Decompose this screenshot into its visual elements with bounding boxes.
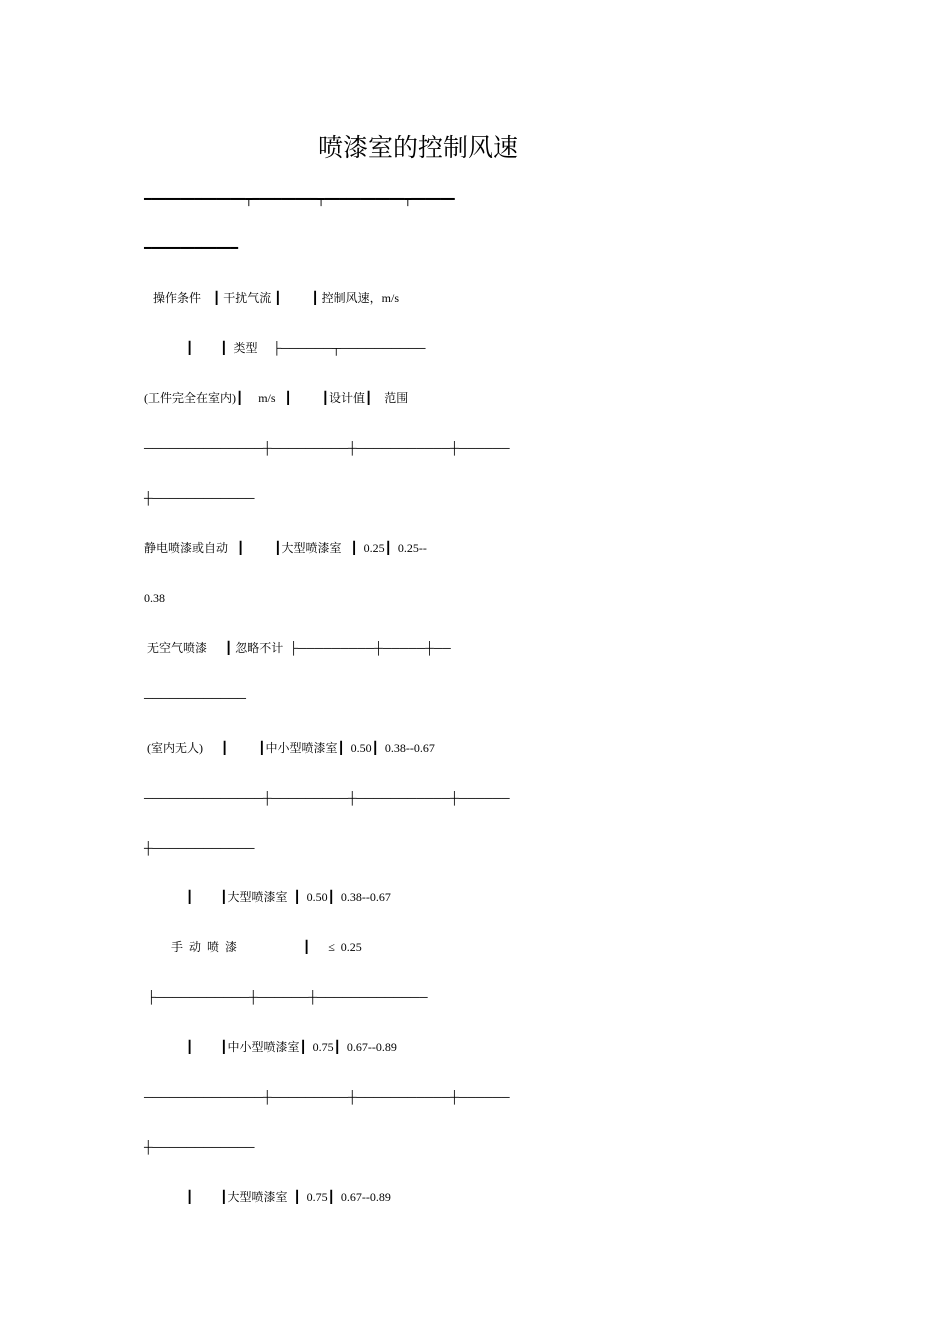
text-line: ━━━━━━━━━━━━━ — [144, 241, 238, 255]
table-divider: ──────────── — [144, 691, 247, 705]
table-divider: ──────────────┼─────────┼───────────┼────── — [144, 441, 510, 455]
table-divider: ┼──────────── — [144, 841, 255, 855]
table-divider: ┼──────────── — [144, 1140, 255, 1154]
table-row: ┃ ┃大型喷漆室 ┃ 0.50┃ 0.38--0.67 — [144, 890, 391, 904]
table-row: (室内无人) ┃ ┃中小型喷漆室┃ 0.50┃ 0.38--0.67 — [144, 741, 435, 755]
table-row: 0.38 — [144, 591, 165, 605]
table-divider: ──────────────┼─────────┼───────────┼────── — [144, 791, 510, 805]
table-row: 静电喷漆或自动 ┃ ┃大型喷漆室 ┃ 0.25┃ 0.25-- — [144, 541, 427, 555]
table-row: ┃ ┃中小型喷漆室┃ 0.75┃ 0.67--0.89 — [144, 1040, 397, 1054]
text-line: ━━━━━━━━━━━━━━┯━━━━━━━━━┯━━━━━━━━━━━┯━━━━━━ — [144, 192, 455, 206]
table-divider: ┼──────────── — [144, 491, 255, 505]
table-row: ┃ ┃大型喷漆室 ┃ 0.75┃ 0.67--0.89 — [144, 1190, 391, 1204]
table-row: 无空气喷漆 ┃ 忽略不计 ├─────────┼─────┼── — [144, 641, 451, 655]
table-divider: ├───────────┼──────┼───────────── — [144, 990, 428, 1004]
table-divider: ──────────────┼─────────┼───────────┼────── — [144, 1090, 510, 1104]
table-header-row: ┃ ┃ 类型 ├──────┬────────── — [144, 341, 426, 355]
table-header-row: (工件完全在室内)┃ m/s ┃ ┃设计值┃ 范围 — [144, 391, 409, 405]
page-title: 喷漆室的控制风速 — [318, 135, 519, 162]
table-row: 手 动 喷 漆 ┃ ≤ 0.25 — [144, 940, 362, 954]
table-header-row: 操作条件 ┃ 干扰气流 ┃ ┃ 控制风速，m/s — [144, 291, 400, 305]
